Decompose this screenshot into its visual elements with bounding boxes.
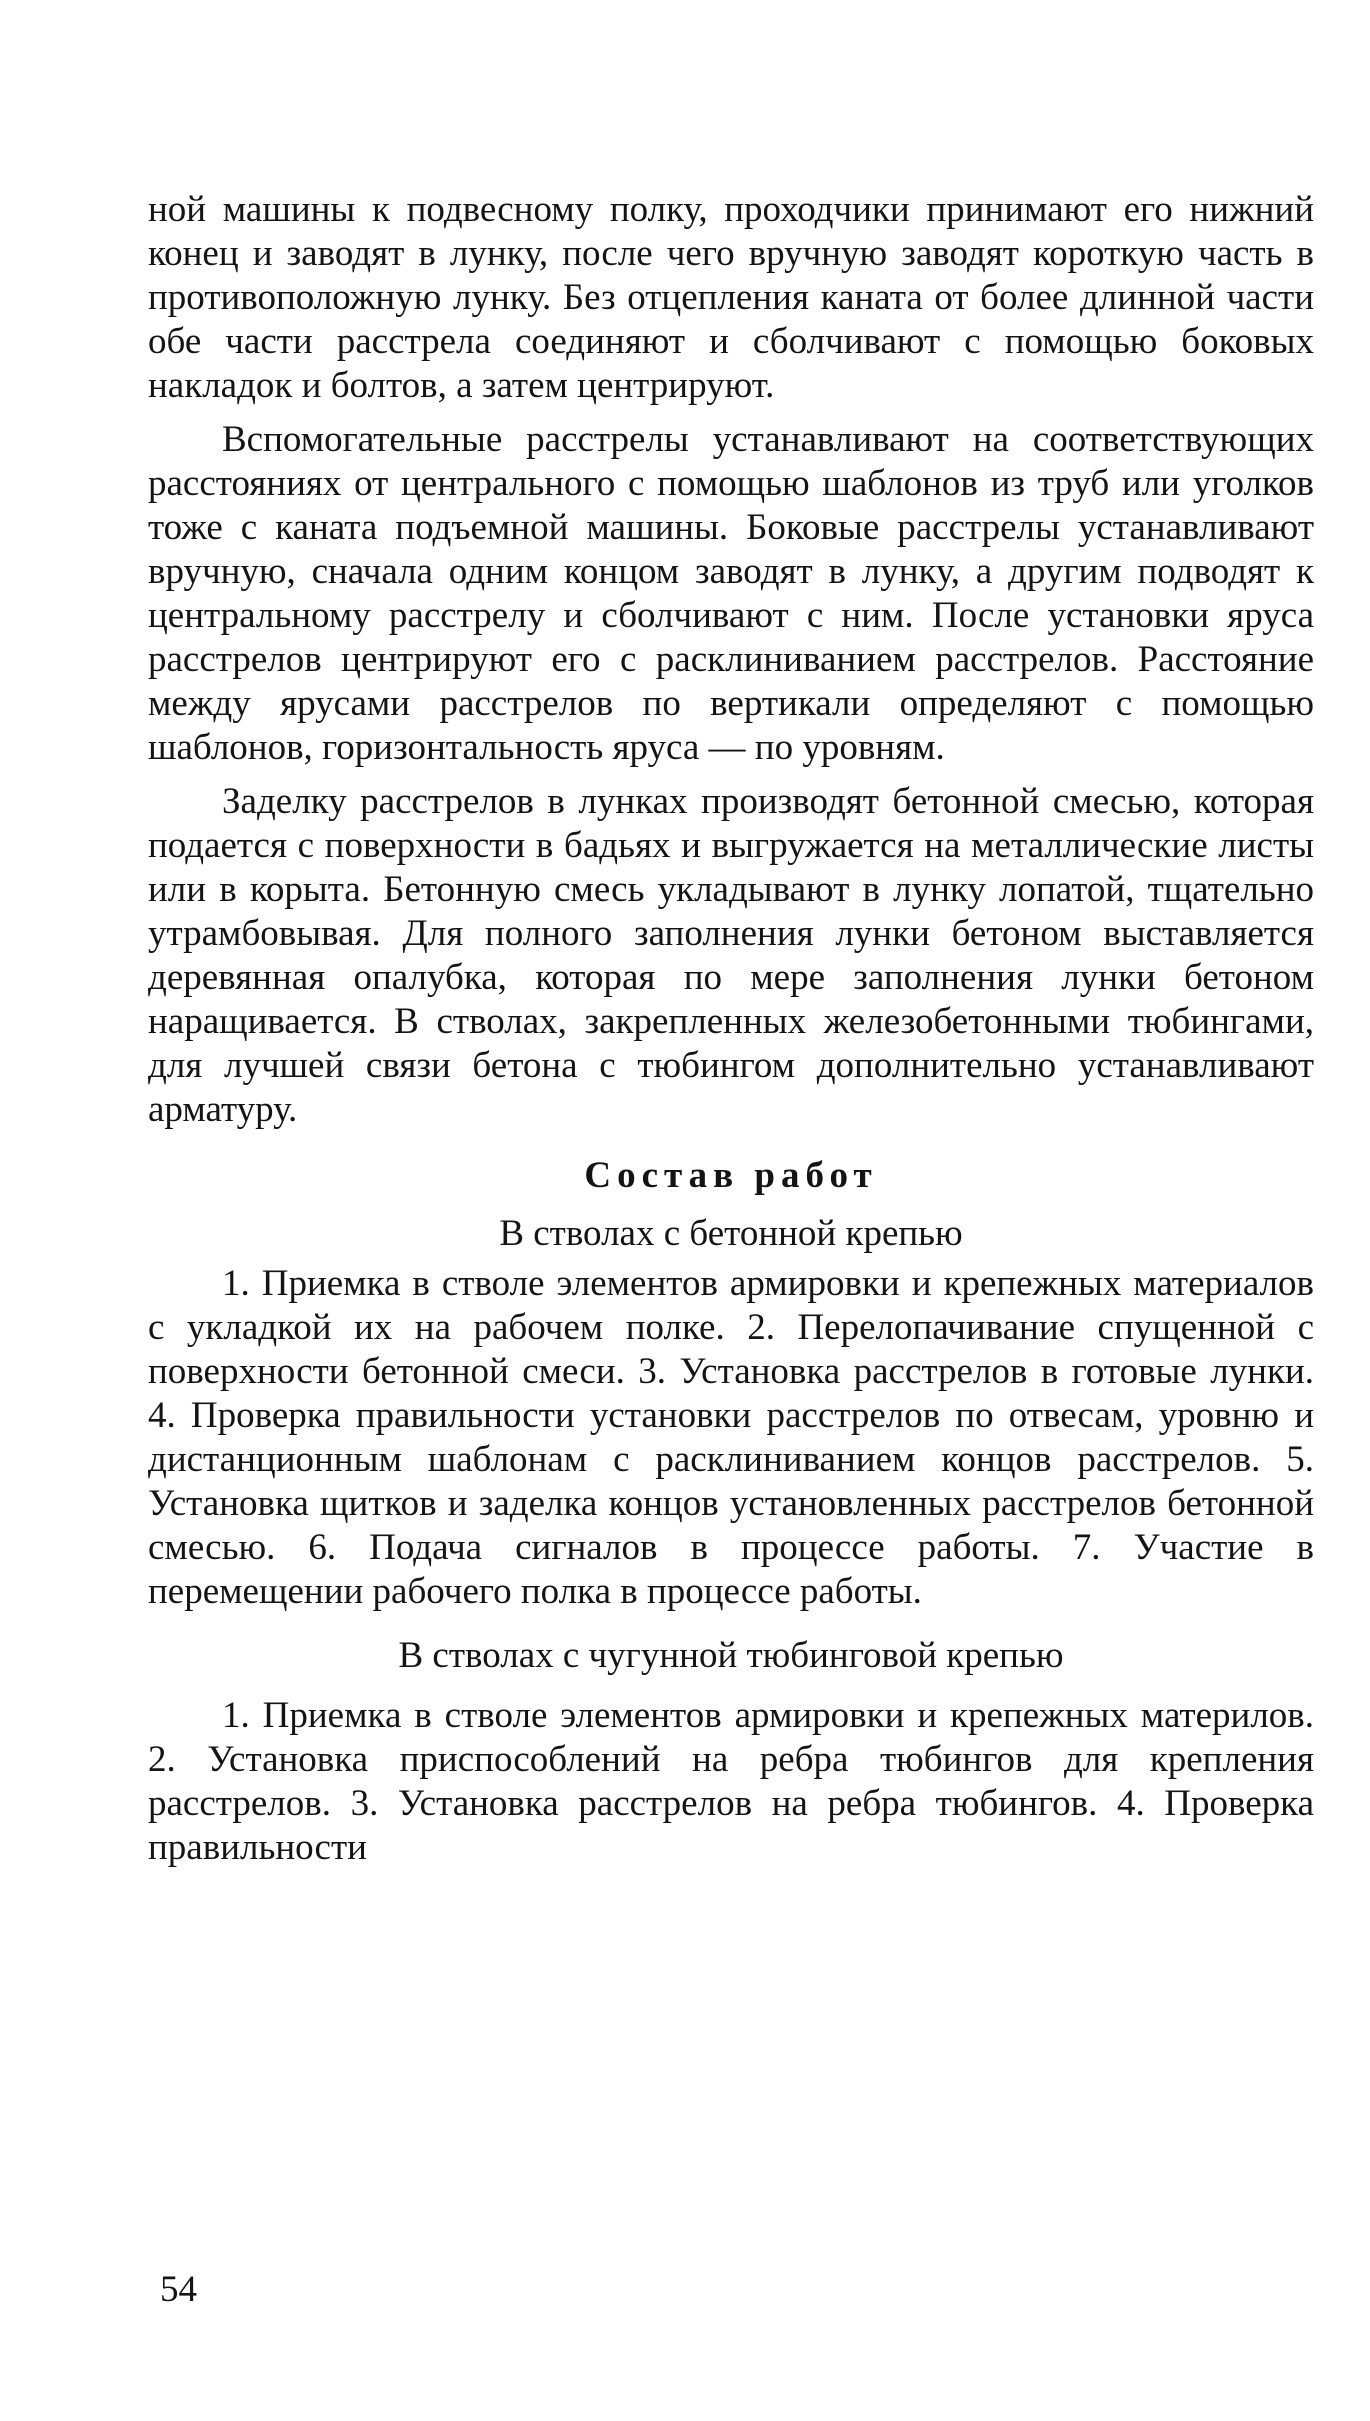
paragraph-continuation: ной машины к подвесному полку, проходчики принимают его нижний конец и заводят в лунку, после чего вручную заводят короткую часть в противоположную лунку. Без отцепления каната от более длинной части обе части расстрела соединяют и сболчивают с помощью боковых накладок и болтов, а затем центрируют. xyxy=(148,189,1314,406)
work-list-cast-iron: 1. Приемка в стволе элементов армировки и крепежных материлов. 2. Установка приспособлений на ребра тюбингов для крепления расстрелов. 3. Установка расстрелов на ребра тюбингов. 4. Проверка правильности xyxy=(148,1695,1314,1868)
paragraph-auxiliary-struts: Вспомогательные расстрелы устанавливают на соответствующих расстояниях от центрального с помощью шаблонов из труб или уголков тоже с каната подъемной машины. Боковые расстрелы устанавливают вручную, сначала одним концом заводят в лунку, а другим подводят к центральному расстрелу и сболчивают с ним. После установки яруса расстрелов центрируют его с расклиниванием расстрелов. Расстояние между ярусами расстрелов по вертикали определяют с помощью шаблонов, горизонтальность яруса — по уровням. xyxy=(148,419,1314,768)
subsection-title-cast-iron: В стволах с чугунной тюбинговой крепью xyxy=(398,1635,1064,1676)
paragraph-embedding: Заделку расстрелов в лунках производят бетонной смесью, которая подается с поверхности в бадьях и выгружается на металлические листы или в корыта. Бетонную смесь укладывают в лунку лопатой, тщательно утрамбовывая. Для полного заполнения лунки бетоном выставляется деревянная опалубка, которая по мере заполнения лунки бетоном наращивается. В стволах, закрепленных железобетонными тюбингами, для лучшей связи бетона с тюбингом дополнительно устанавливают арматуру. xyxy=(148,781,1314,1130)
page-number: 54 xyxy=(160,2269,197,2310)
subsection-title-concrete: В стволах с бетонной крепью xyxy=(499,1213,963,1254)
work-list-concrete: 1. Приемка в стволе элементов армировки и крепежных материалов с укладкой их на рабочем полке. 2. Перелопачивание спущенной с поверхности бетонной смеси. 3. Установка расстрелов в готовые лунки. 4. Проверка правильности установки расстрелов по отвесам, уровню и дистанционным шаблонам с расклиниванием концов расстрелов. 5. Установка щитков и заделка концов установленных расстрелов бетонной смесью. 6. Подача сигналов в процессе работы. 7. Участие в перемещении рабочего полка в процессе работы. xyxy=(148,1263,1314,1612)
section-title: Состав работ xyxy=(584,1155,878,1196)
body-text xyxy=(148,188,1314,1870)
